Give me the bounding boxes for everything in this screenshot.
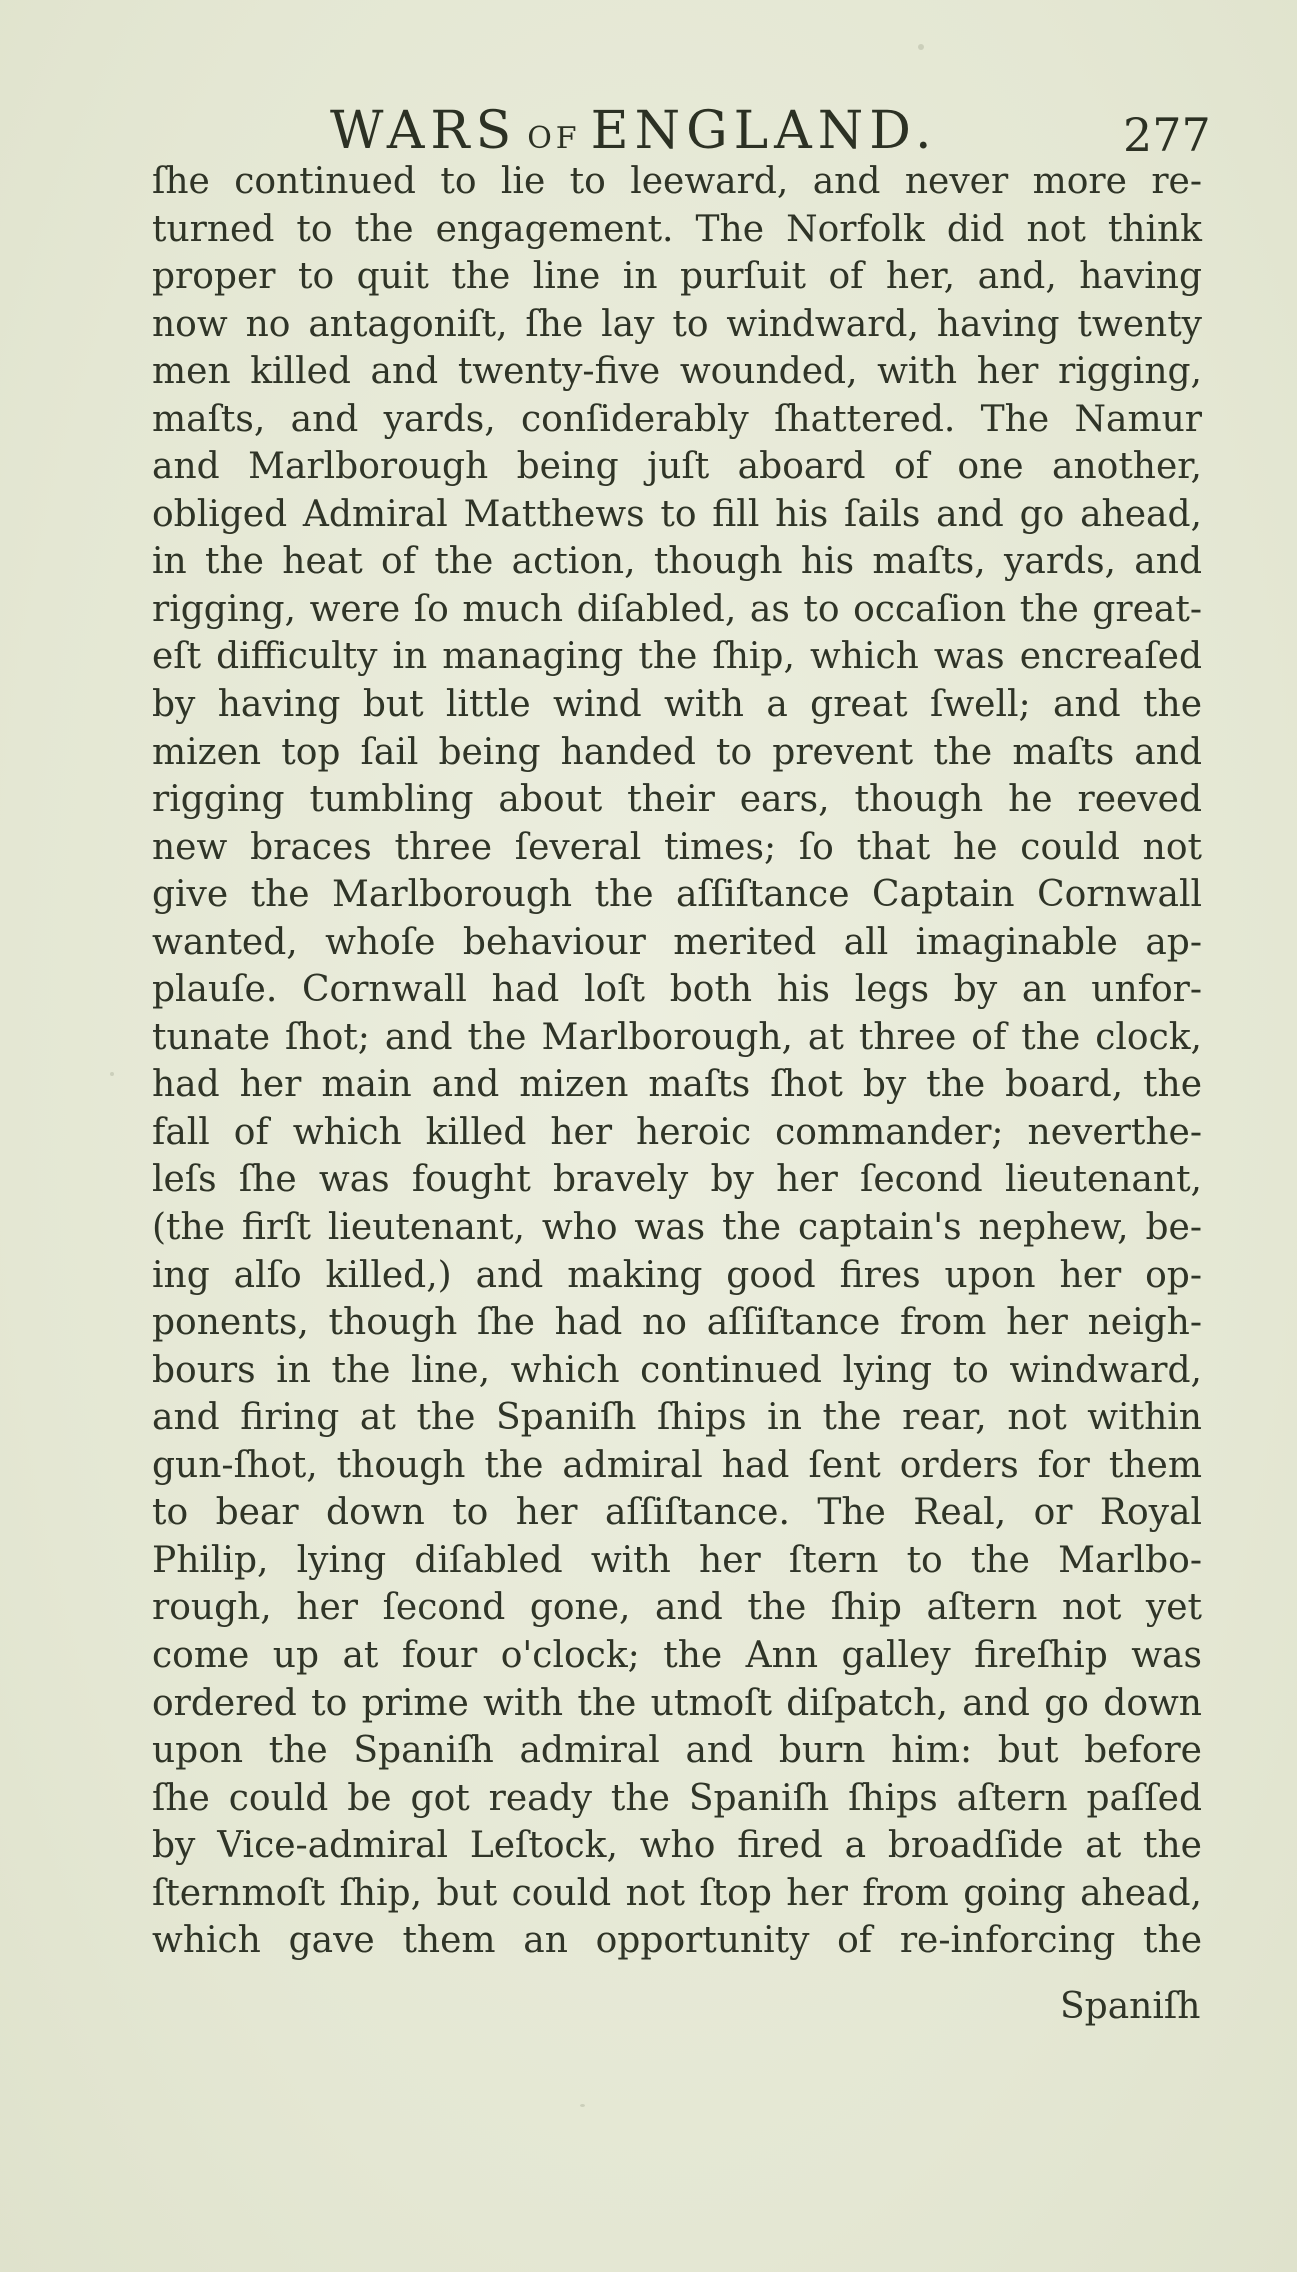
running-title-of: OF	[527, 121, 581, 156]
text-line: tunate ſhot; and the Marlborough, at three of the clock,	[152, 1016, 1202, 1058]
text-line: turned to the engagement. The Norfolk did not think	[152, 208, 1202, 250]
text-line: give the Marlborough the aſſiſtance Captain Cornwall	[152, 874, 1202, 916]
text-line: gun-ſhot, though the admiral had ſent orders for them	[152, 1444, 1202, 1486]
text-line: men killed and twenty-five wounded, with her rigging,	[152, 351, 1202, 393]
catchword: Spaniſh	[1060, 1986, 1201, 2027]
running-title-wars: WARS	[330, 101, 518, 161]
text-line: now no antagoniſt, ſhe lay to windward, having twenty	[152, 303, 1202, 345]
text-line: ſternmoſt ſhip, but could not ſtop her from going ahead,	[152, 1872, 1202, 1914]
text-line: in the heat of the action, though his maſts, yards, and	[152, 541, 1202, 583]
ink-speck	[168, 1520, 172, 1524]
running-title-england: ENGLAND.	[590, 101, 938, 161]
text-line: mizen top ſail being handed to prevent the maſts and	[152, 731, 1202, 773]
ink-speck	[918, 44, 924, 50]
text-line: fall of which killed her heroic commander; neverthe-	[152, 1111, 1202, 1153]
text-line: Philip, lying diſabled with her ſtern to the Marlbo-	[152, 1539, 1202, 1581]
text-line: ponents, though ſhe had no aſſiſtance from her neigh-	[152, 1302, 1202, 1344]
text-line: come up at four o'clock; the Ann galley fireſhip was	[152, 1634, 1202, 1676]
text-line: ſhe continued to lie to leeward, and never more re-	[152, 161, 1202, 202]
text-line: leſs ſhe was fought bravely by her ſecond lieutenant,	[152, 1159, 1202, 1201]
text-line: by Vice-admiral Leſtock, who fired a broadſide at the	[152, 1825, 1202, 1867]
text-line: wanted, whoſe behaviour merited all imaginable ap-	[152, 921, 1202, 963]
page-number: 277	[1123, 108, 1211, 162]
text-line: obliged Admiral Matthews to fill his ſails and go ahead,	[152, 493, 1202, 535]
text-line: ſhe could be got ready the Spaniſh ſhips aſtern paſſed	[152, 1777, 1202, 1819]
text-line: and Marlborough being juſt aboard of one another,	[152, 446, 1202, 488]
text-line: bours in the line, which continued lying to windward,	[152, 1349, 1202, 1391]
text-line: rigging tumbling about their ears, though he reeved	[152, 779, 1202, 821]
text-line: which gave them an opportunity of re-inforcing the	[152, 1920, 1202, 1962]
text-line: upon the Spaniſh admiral and burn him: but before	[152, 1730, 1202, 1772]
text-line: rigging, were ſo much diſabled, as to occaſion the great-	[152, 588, 1202, 630]
text-line: (the firſt lieutenant, who was the captain's nephew, be-	[152, 1207, 1202, 1249]
text-line: had her main and mizen maſts ſhot by the board, the	[152, 1064, 1202, 1106]
text-line: by having but little wind with a great ſwell; and the	[152, 684, 1202, 726]
text-line: maſts, and yards, conſiderably ſhattered. The Namur	[152, 398, 1202, 440]
page-header	[0, 96, 1297, 166]
body-text	[152, 158, 1202, 1965]
ink-speck	[580, 2104, 585, 2107]
text-line: rough, her ſecond gone, and the ſhip aſtern not yet	[152, 1587, 1202, 1629]
text-line: ing alſo killed,) and making good fires upon her op-	[152, 1254, 1202, 1296]
text-line: proper to quit the line in purſuit of her, and, having	[152, 256, 1202, 298]
text-line: plauſe. Cornwall had loſt both his legs by an unfor-	[152, 969, 1202, 1011]
text-line: new braces three ſeveral times; ſo that he could not	[152, 826, 1202, 868]
ink-speck	[110, 1072, 114, 1076]
text-line: to bear down to her aſſiſtance. The Real, or Royal	[152, 1492, 1202, 1534]
text-line: ordered to prime with the utmoſt diſpatch, and go down	[152, 1682, 1202, 1724]
text-line: and firing at the Spaniſh ſhips in the rear, not within	[152, 1397, 1202, 1439]
text-line: eſt difficulty in managing the ſhip, which was encreaſed	[152, 636, 1202, 678]
